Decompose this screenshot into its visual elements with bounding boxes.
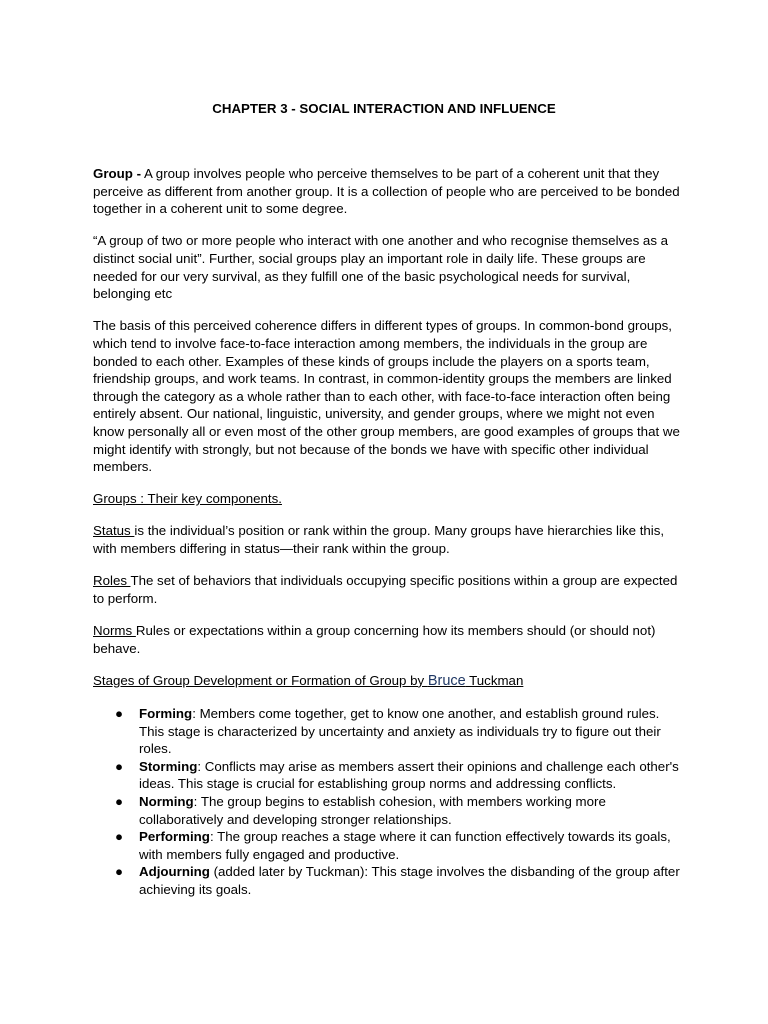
stages-list <box>93 705 683 899</box>
coherence-paragraph: The basis of this perceived coherence differs in different types of groups. In common-bond groups, which tend to involve face-to-face interaction among members, the individuals in the group are bonded to each other. Examples of these kinds of groups include the players on a sports team, friendship groups, and work teams. In contrast, in common-identity groups the members are linked through the category as a whole rather than to each other, with face-to-face interaction often being entirely absent. Our national, linguistic, university, and gender groups, where we might not even know personally all or even most of the other group members, are good examples of groups that we might identify with strongly, but not because of the bonds we have with specific other individual members. <box>93 318 680 475</box>
roles-text: The set of behaviors that individuals occupying specific positions within a group are expected to perform. <box>93 573 678 606</box>
roles-term: Roles <box>93 573 131 589</box>
chapter-title: CHAPTER 3 - SOCIAL INTERACTION AND INFLUENCE <box>212 101 556 116</box>
list-item <box>93 828 683 863</box>
components-heading <box>93 490 683 508</box>
bullet-icon: ● <box>115 706 124 721</box>
bullet-icon: ● <box>115 793 124 809</box>
stages-heading-after: Tuckman <box>465 672 524 688</box>
stages-heading <box>93 672 683 691</box>
group-quote-paragraph: “A group of two or more people who interact with one another and who recognise themselves as a distinct social unit”. Further, social groups play an important role in daily life. These groups are needed for our very survival, as they fulfill one of the basic psychological needs for survival, belonging etc <box>93 233 669 302</box>
stage-term: Forming <box>139 706 193 721</box>
group-definition-paragraph <box>93 165 683 218</box>
list-item <box>93 705 683 758</box>
status-text: is the individual’s position or rank within the group. Many groups have hierarchies like this, with members differing in status—their rank within the group. <box>93 523 665 557</box>
stage-term: Storming <box>139 758 198 774</box>
norms-paragraph <box>93 622 683 657</box>
document-body <box>93 165 683 899</box>
bullet-icon: ● <box>115 758 124 774</box>
stage-term: Adjourning <box>139 864 210 880</box>
bullet-icon: ● <box>115 864 124 880</box>
status-paragraph <box>93 522 683 557</box>
stage-text: : Members come together, get to know one another, and establish ground rules. This stage is characterized by uncertainty and anxiety as individuals try to figure out their roles. <box>139 706 661 757</box>
stage-term: Performing <box>139 829 210 845</box>
components-heading-text: Groups : Their key components. <box>93 491 282 507</box>
roles-paragraph <box>93 572 683 607</box>
group-definition-text: A group involves people who perceive themselves to be part of a coherent unit that they perceive as different from another group. It is a collection of people who are perceived to be bonded together in a coherent unit to some degree. <box>93 166 680 217</box>
group-term: Group - <box>93 166 142 181</box>
norms-text: Rules or expectations within a group concerning how its members should (or should not) behave. <box>93 623 656 656</box>
stage-text: (added later by Tuckman): This stage involves the disbanding of the group after achieving its goals. <box>139 864 680 897</box>
status-term: Status <box>93 523 135 539</box>
stage-text: : Conflicts may arise as members assert their opinions and challenge each other's ideas. This stage is crucial for establishing group norms and addressing conflicts. <box>139 758 679 792</box>
list-item <box>93 758 683 793</box>
list-item <box>93 863 683 898</box>
stage-text: : The group reaches a stage where it can function effectively towards its goals, with members fully engaged and productive. <box>139 829 671 862</box>
norms-term: Norms <box>93 623 136 639</box>
stage-text: : The group begins to establish cohesion, with members working more collaboratively and developing stronger relationships. <box>139 793 606 827</box>
stage-term: Norming <box>139 793 194 809</box>
list-item <box>93 793 683 828</box>
stages-heading-name: Bruce <box>427 672 466 689</box>
stages-heading-before: Stages of Group Development or Formation of Group by <box>93 672 428 688</box>
bullet-icon: ● <box>115 829 124 845</box>
